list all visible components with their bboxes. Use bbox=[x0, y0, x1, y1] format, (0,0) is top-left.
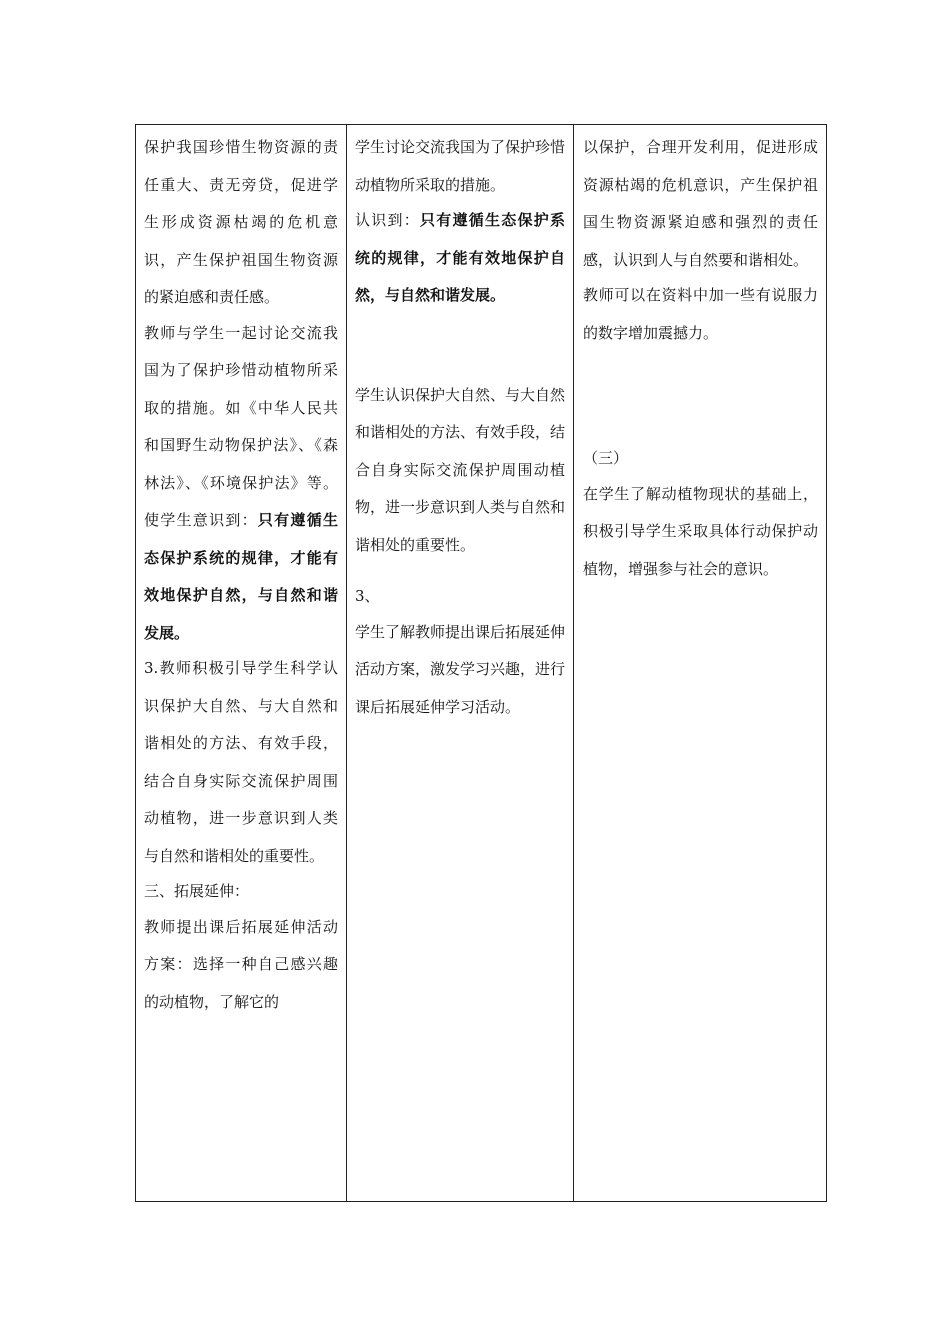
teacher-activity-column bbox=[136, 125, 347, 1201]
spacer bbox=[355, 315, 565, 377]
discussion-paragraph bbox=[144, 315, 338, 653]
text-paragraph: 学生讨论交流我国为了保护珍惜动植物所采取的措施。 bbox=[355, 138, 566, 194]
spacer bbox=[583, 352, 818, 440]
text-paragraph: 在学生了解动植物现状的基础上，积极引导学生采取具体行动保护动植物，增强参与社会的意识。 bbox=[583, 484, 818, 578]
text-paragraph: 教师提出课后拓展延伸活动方案：选择一种自己感兴趣的动植物，了解它的 bbox=[144, 917, 338, 1011]
text-span: 认识到： bbox=[355, 211, 420, 229]
conclusion-paragraph bbox=[355, 202, 565, 315]
text-paragraph: 3.教师积极引导学生科学认识保护大自然、与大自然和谐相处的方法、有效手段，结合自身实际交流保护周围动植物，进一步意识到人类与自然和谐相处的重要性。 bbox=[144, 659, 338, 865]
step-number: 3、 bbox=[355, 587, 380, 605]
spacer bbox=[355, 564, 565, 578]
design-intent-column bbox=[574, 125, 826, 1201]
text-paragraph: 保护我国珍惜生物资源的责任重大、责无旁贷，促进学生形成资源枯竭的危机意识，产生保护祖国生物资源的紧迫感和责任感。 bbox=[144, 138, 338, 306]
text-paragraph: 教师可以在资料中加一些有说服力的数字增加震撼力。 bbox=[583, 286, 818, 342]
section-number: （三） bbox=[583, 449, 629, 467]
student-activity-column bbox=[347, 125, 574, 1201]
lesson-plan-table bbox=[135, 124, 827, 1202]
text-paragraph: 学生认识保护大自然、与大自然和谐相处的方法、有效手段，结合自身实际交流保护周围动植物，进一步意识到人类与自然和谐相处的重要性。 bbox=[355, 385, 566, 554]
emphasis-text: 只有遵循生态保护系统的规律，才能有效地保护自然，与自然和谐发展。 bbox=[355, 211, 565, 304]
text-span: 教师与学生一起讨论交流我国为了保护珍惜动植物所采取的措施。如《中华人民共和国野生动物保护法》、《森林法》、《环境保护法》等。使学生意识到： bbox=[144, 323, 338, 529]
emphasis-text: 只有遵循生态保护系统的规律，才能有效地保护自然，与自然和谐发展。 bbox=[144, 511, 338, 642]
text-paragraph: 学生了解教师提出课后拓展延伸活动方案，激发学习兴趣，进行课后拓展延伸学习活动。 bbox=[355, 622, 566, 716]
section-heading: 三、拓展延伸： bbox=[144, 882, 250, 900]
text-paragraph: 以保护，合理开发利用，促进形成资源枯竭的危机意识，产生保护祖国生物资源紧迫感和强烈的责任感，认识到人与自然要和谐相处。 bbox=[583, 138, 818, 269]
